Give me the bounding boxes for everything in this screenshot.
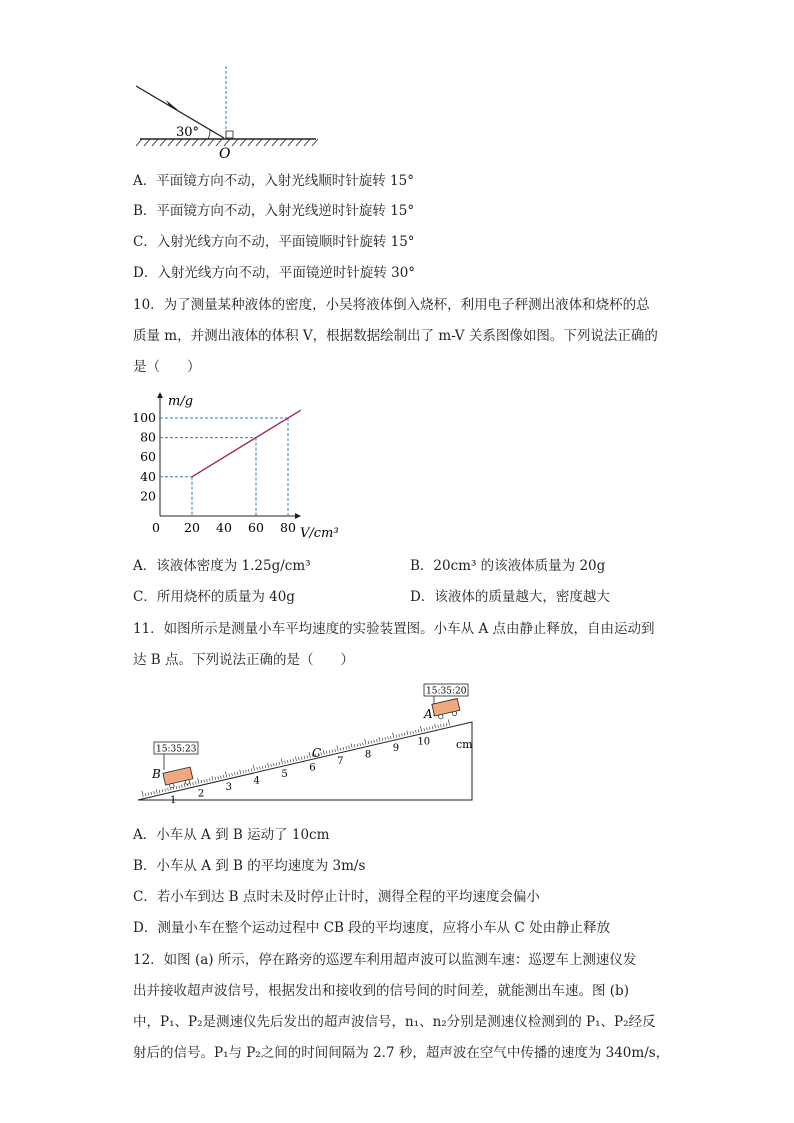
ruler-tick (332, 750, 333, 753)
ruler-tick (237, 772, 238, 775)
q10-stem-line2: 质量 m，并测出液体的体积 V，根据数据绘制出了 m-V 关系图像如图。下列说法正确的 (133, 328, 658, 344)
ruler-number-4: 4 (253, 775, 260, 787)
mirror-hatching (136, 139, 318, 146)
ruler-tick (148, 793, 149, 796)
ruler-tick (377, 739, 378, 742)
ruler-tick (354, 744, 355, 747)
reflection-figure (130, 62, 330, 162)
ruler-number-8: 8 (364, 749, 372, 761)
ruler-tick (285, 761, 286, 764)
ruler-number-10: 10 (417, 736, 431, 748)
ruler-tick (262, 766, 263, 769)
ruler-number-6: 6 (309, 762, 316, 774)
ruler-tick (438, 725, 439, 728)
ruler-tick (190, 783, 191, 786)
ruler-tick (301, 757, 302, 760)
y-axis-label: m/g (168, 394, 194, 409)
ruler-tick (443, 724, 444, 727)
ruler-tick (446, 723, 447, 726)
ruler-tick (326, 751, 327, 754)
ruler-tick (293, 759, 294, 762)
ruler-tick (168, 788, 169, 791)
ruler-tick (379, 737, 380, 741)
mv-chart (128, 385, 358, 545)
q12-stem-line4: 射后的信号。P₁与 P₂之间的时间间隔为 2.7 秒，超声波在空气中传播的速度为 340m/s， (133, 1045, 670, 1061)
q12-stem-line2: 出并接收超声波信号，根据发出和接收到的信号间的时间差，就能测出车速。图 (b) (133, 983, 629, 999)
ruler-tick (207, 779, 208, 782)
ruler-tick (212, 776, 213, 780)
ruler-tick (382, 738, 383, 741)
ruler-tick (374, 740, 375, 743)
q10-option-b: B．20cm³ 的该液体质量为 20g (410, 558, 606, 574)
ruler-number-1: 1 (169, 795, 177, 807)
q9-option-c: C．入射光线方向不动，平面镜顺时针旋转 15° (133, 234, 415, 250)
ruler-tick (209, 778, 210, 781)
ruler-tick (365, 739, 366, 745)
ruler-tick (435, 724, 436, 728)
ruler-tick (346, 746, 347, 749)
x-tick-60: 60 (248, 520, 264, 535)
ruler-tick (271, 764, 272, 767)
ruler-tick (404, 733, 405, 736)
ruler-tick (424, 728, 425, 731)
clock-b-time: 15:35:23 (156, 744, 197, 755)
ruler-tick (268, 763, 269, 767)
q10-option-d: D．该液体的质量越大，密度越大 (410, 589, 610, 605)
ruler-tick (371, 741, 372, 744)
ruler-tick (243, 770, 244, 773)
right-angle-mark (226, 131, 233, 138)
ruler-tick (413, 731, 414, 734)
unit-label: cm (456, 738, 473, 751)
ruler-tick (420, 726, 421, 732)
angle-arc (208, 130, 210, 139)
x-tick-0: 0 (152, 520, 160, 535)
ruler-tick (385, 737, 386, 740)
ruler-tick (159, 790, 160, 793)
ruler-tick (165, 789, 166, 792)
ruler-tick (427, 728, 428, 731)
ruler-tick (204, 780, 205, 783)
q9-option-d: D．入射光线方向不动，平面镜逆时针旋转 30° (133, 265, 416, 281)
ruler-tick (416, 730, 417, 733)
y-tick-20: 20 (140, 488, 156, 504)
label-a: A (424, 707, 433, 721)
ruler-tick (176, 786, 177, 789)
y-tick-40: 40 (140, 468, 156, 484)
ruler-tick (257, 767, 258, 770)
ruler-tick (410, 731, 411, 734)
ruler-tick (221, 776, 222, 779)
ruler-tick (232, 773, 233, 776)
q11-option-d: D．测量小车在整个运动过程中 CB 段的平均速度，应将小车从 C 处由静止释放 (133, 920, 611, 936)
ruler-tick (253, 765, 254, 771)
ruler-tick (179, 785, 180, 788)
ruler-tick (223, 775, 224, 778)
ruler-tick (432, 726, 433, 729)
ruler-tick (234, 772, 235, 775)
ruler-tick (151, 792, 152, 795)
ruler-tick (156, 789, 157, 793)
ruler-tick (142, 791, 143, 797)
q11-stem-line2: 达 B 点。下列说法正确的是（ ） (133, 652, 355, 668)
ruler-tick (229, 774, 230, 777)
ruler-tick (246, 770, 247, 773)
x-tick-80: 80 (280, 520, 296, 535)
ruler-tick (225, 771, 226, 777)
ruler-tick (448, 719, 449, 725)
ruler-tick (357, 744, 358, 747)
ruler-tick (363, 742, 364, 745)
series-line-0 (192, 410, 301, 477)
ruler-tick (309, 752, 310, 758)
ruler-tick (368, 741, 369, 744)
ruler-tick (260, 767, 261, 770)
ruler-tick (198, 778, 199, 784)
clock-a-time: 15:35:20 (426, 686, 467, 697)
ruler-tick (251, 768, 252, 771)
ruler-tick (335, 749, 336, 752)
ruler-tick (279, 762, 280, 765)
ruler-tick (349, 746, 350, 749)
ruler-tick (307, 755, 308, 758)
y-tick-60: 60 (140, 449, 156, 465)
q9-option-b: B．平面镜方向不动，入射光线逆时针旋转 15° (133, 203, 415, 219)
ruler-tick (340, 748, 341, 751)
q10-stem-line3: 是（ ） (133, 359, 201, 375)
ruler-tick (429, 727, 430, 730)
ruler-tick (193, 782, 194, 785)
ruler-tick (299, 757, 300, 760)
ruler-number-2: 2 (197, 788, 205, 800)
ruler-number-9: 9 (392, 742, 400, 754)
ruler-tick (396, 735, 397, 738)
ruler-tick (329, 750, 330, 753)
x-axis-label: V/cm³ (300, 526, 339, 541)
label-b: B (152, 767, 161, 781)
ruler-tick (304, 756, 305, 759)
ruler-tick (162, 789, 163, 792)
q12-stem-line3: 中，P₁、P₂是测速仪先后发出的超声波信号，n₁、n₂分别是测速仪检测到的 P₁、P₂经反 (133, 1014, 656, 1030)
ruler-tick (195, 781, 196, 784)
ruler-tick (145, 793, 146, 796)
ruler-tick (287, 760, 288, 763)
ruler-tick (393, 732, 394, 738)
ruler-number-5: 5 (281, 769, 288, 781)
ruler-tick (407, 731, 408, 735)
incline-figure (134, 680, 479, 808)
label-c: C (312, 746, 322, 760)
ruler-tick (399, 734, 400, 737)
ruler-tick (323, 750, 324, 754)
q9-option-a: A．平面镜方向不动，入射光线顺时针旋转 15° (133, 173, 414, 189)
ruler-tick (276, 763, 277, 766)
ruler-number-3: 3 (225, 782, 233, 794)
ruler-tick (240, 770, 241, 774)
ruler-tick (360, 743, 361, 746)
ruler-number-7: 7 (337, 756, 344, 768)
ruler-tick (290, 759, 291, 762)
q10-stem-line1: 10．为了测量某种液体的密度，小吴将液体倒入烧杯，利用电子秤测出液体和烧杯的总 (133, 297, 650, 313)
ruler-tick (184, 783, 185, 787)
q11-option-b: B．小车从 A 到 B 的平均速度为 3m/s (133, 858, 366, 874)
cart-b (163, 767, 194, 789)
ruler-tick (402, 733, 403, 736)
incline-ramp (138, 722, 472, 800)
ruler-tick (273, 763, 274, 766)
ruler-tick (351, 744, 352, 748)
ruler-tick (343, 747, 344, 750)
q11-stem-line1: 11．如图所示是测量小车平均速度的实验装置图。小车从 A 点由静止释放，自由运动到 (133, 621, 655, 637)
ruler-tick (154, 791, 155, 794)
ruler-tick (218, 776, 219, 779)
y-tick-80: 80 (140, 429, 156, 445)
x-tick-40: 40 (216, 520, 232, 535)
ruler-tick (418, 729, 419, 732)
ruler-tick (182, 785, 183, 788)
ruler-tick (388, 737, 389, 740)
ruler-tick (337, 745, 338, 751)
ruler-tick (441, 724, 442, 727)
angle-label: 30° (176, 125, 200, 140)
ruler-tick (295, 757, 296, 761)
point-o-label: O (219, 146, 231, 162)
ruler-tick (390, 736, 391, 739)
ruler-tick (248, 769, 249, 772)
y-tick-100: 100 (132, 410, 156, 425)
ruler-tick (201, 780, 202, 783)
q10-option-c: C．所用烧杯的质量为 40g (133, 589, 295, 605)
q10-option-a: A．该液体密度为 1.25g/cm³ (133, 558, 311, 574)
q11-option-c: C．若小车到达 B 点时未及时停止计时，测得全程的平均速度会偏小 (133, 889, 540, 905)
x-tick-20: 20 (184, 520, 200, 535)
ruler-tick (265, 765, 266, 768)
q11-option-a: A．小车从 A 到 B 运动了 10cm (133, 827, 330, 843)
q12-stem-line1: 12．如图 (a) 所示，停在路旁的巡逻车利用超声波可以监测车速：巡逻车上测速仪发 (133, 952, 637, 968)
cart-a (432, 699, 461, 721)
ruler-tick (215, 777, 216, 780)
ruler-tick (281, 758, 282, 764)
